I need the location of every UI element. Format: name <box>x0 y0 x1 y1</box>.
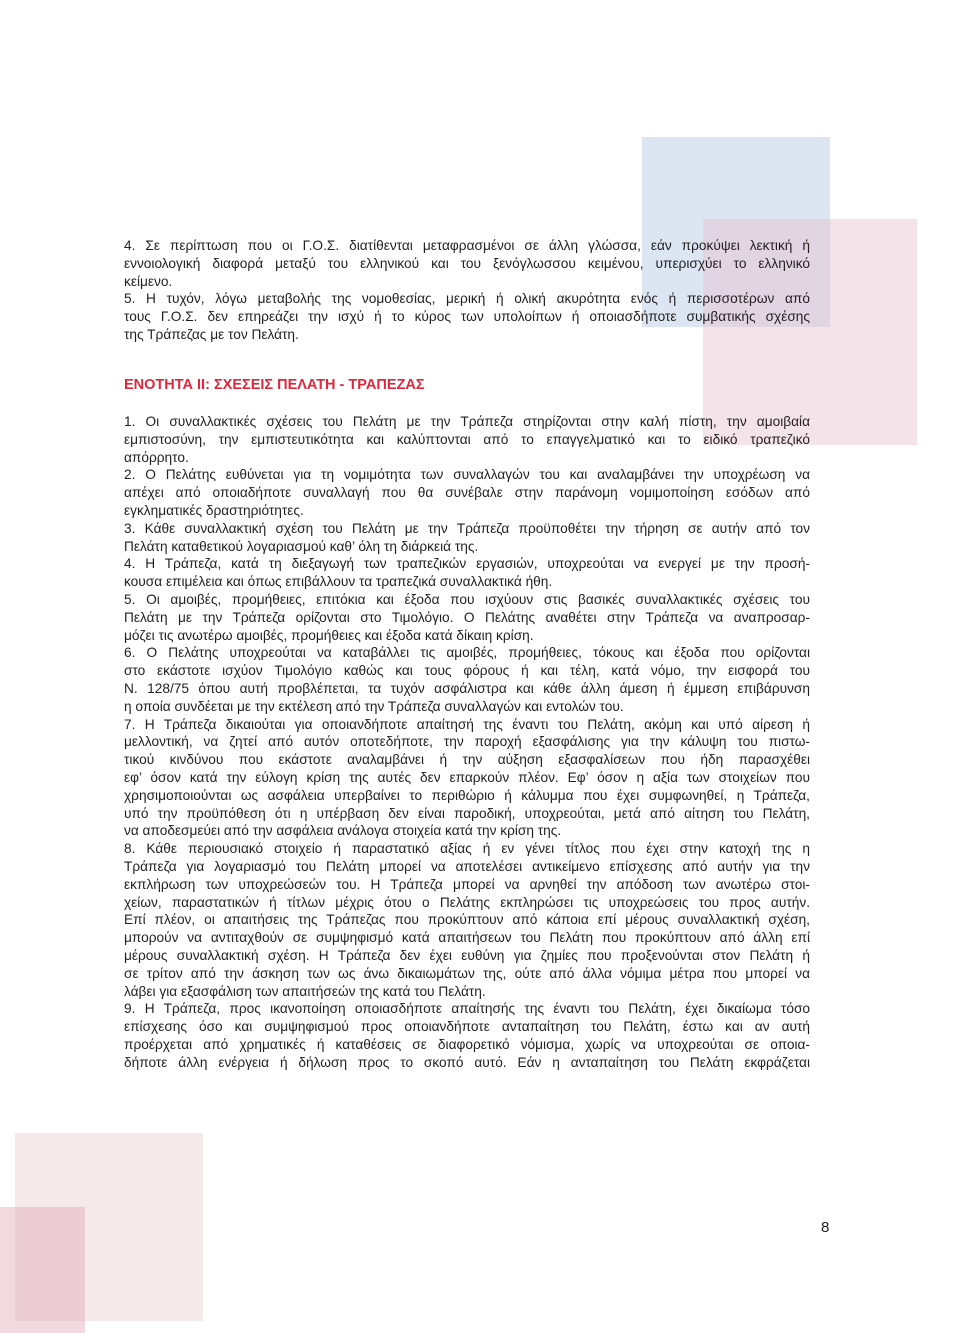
clause-4 <box>124 555 810 591</box>
clause-6 <box>124 644 810 715</box>
text-line: 2. Ο Πελάτης ευθύνεται για τη νομιμότητα των συναλλαγών του και αναλαμβάνει την υποχρέωση να <box>124 467 810 483</box>
text-line: κουσα επιμέλεια και όπως επιβάλλουν τα τραπεζικά συναλλακτικά ήθη. <box>124 574 553 590</box>
text-line: Πελάτη με την Τράπεζα ορίζονται στο Τιμολόγιο. Ο Πελάτης αναθέτει στην Τράπεζα να αναπροσαρ- <box>124 609 810 625</box>
clause-1 <box>124 413 810 466</box>
text-line: Πελάτη καταθετικού λογαριασμού καθ’ όλη τη διάρκειά της. <box>124 538 479 554</box>
clause-7 <box>124 716 810 841</box>
text-line: 4. Η Τράπεζα, κατά τη διεξαγωγή των τραπεζικών εργασιών, υποχρεούται να ενεργεί με την προσή- <box>124 556 810 572</box>
text-line: τους Γ.Ο.Σ. δεν επηρεάζει την ισχύ ή το κύρος των υπολοίπων ή οποιασδήποτε συμβατικής σχέσης <box>124 309 810 325</box>
text-line: εμπιστοσύνη, την εμπιστευτικότητα και καλύπτονται από το επαγγελματικό και το ειδικό τραπεζικό <box>124 431 810 447</box>
text-line: 4. Σε περίπτωση που οι Γ.Ο.Σ. διατίθενται μεταφρασμένοι σε άλλη γλώσσα, εάν προκύψει λεκτική ή <box>124 238 810 253</box>
text-line: μελλοντική, να ζητεί από αυτόν οποτεδήποτε, την παροχή εξασφάλισης για την κάλυψη του πιστω- <box>124 734 810 750</box>
text-line: εννοιολογική διαφορά μεταξύ του ελληνικού και του ξενόγλωσσου κειμένου, υπερισχύει το ελληνικό <box>124 255 810 271</box>
text-line: 5. Οι αμοιβές, προμήθειες, επιτόκια και έξοδα που ισχύουν στις βασικές συναλλακτικές σχέσεις του <box>124 591 810 607</box>
text-line: 8. Κάθε περιουσιακό στοιχείο ή παραστατικό αξίας ή εν γένει τίτλος που έχει στην κατοχή της η <box>124 841 810 857</box>
text-line: μέρους συναλλακτική σχέση. Η Τράπεζα δεν έχει ευθύνη για ζημίες που προξενούνται στον Πελάτη ή <box>124 947 810 963</box>
text-line: λάβει για εξασφάλιση των απαιτήσεών της κατά του Πελάτη. <box>124 983 486 999</box>
text-line: 6. Ο Πελάτης υποχρεούται να καταβάλλει τις αμοιβές, προμήθειες, τόκους και έξοδα που ορίζονται <box>124 645 810 661</box>
text-line: σε τρίτον από την άσκηση των ως άνω δικαιωμάτων της, ούτε από άλλα νόμιμα μέτρα που μπορεί να <box>124 965 810 981</box>
text-line: τικού κινδύνου που εκάστοτε αναλαμβάνει ή την αύξηση εξασφαλίσεων που ήδη παρασχέθει <box>124 752 810 768</box>
text-line: χρησιμοποιούνται ως ασφάλεια υπερβαίνει το περιθώριο ή κάλυμμα που έχει συμφωνηθεί, η Τράπεζα, <box>124 787 810 803</box>
text-line: στο εκάστοτε ισχύον Τιμολόγιο καθώς και τους φόρους ή και τέλη, κατά νόμο, την εισφορά του <box>124 663 810 679</box>
text-line: δήποτε άλλη ενέργεια ή δήλωση προς το σκοπό αυτό. Εάν η ανταπαίτηση του Πελάτη εκφράζεται <box>124 1054 810 1070</box>
clause-3 <box>124 520 810 556</box>
text-line: η οποία συνδέεται με την εκτέλεση από την Τράπεζα συναλλαγών και εντολών του. <box>124 698 624 714</box>
text-line: 7. Η Τράπεζα δικαιούται για οποιανδήποτε απαίτησή της έναντι του Πελάτη, ακόμη και υπό αίρεση ή <box>124 716 810 732</box>
text-line: 3. Κάθε συναλλακτική σχέση του Πελάτη με την Τράπεζα προϋποθέτει την τήρηση σε αυτήν από τον <box>124 520 810 536</box>
text-line: να αποδεσμεύει από την ασφάλεια ανάλογα στοιχεία κατά την κρίση της. <box>124 823 562 839</box>
text-line: εκπλήρωση των υποχρεώσεών του. Η Τράπεζα μπορεί να αρνηθεί την απόδοση των ανωτέρω στοι- <box>124 876 810 892</box>
section-clauses <box>124 413 810 1071</box>
decorative-square-pink-dark <box>0 1207 85 1333</box>
clause-5 <box>124 591 810 644</box>
text-line: της Τράπεζας με τον Πελάτη. <box>124 326 299 342</box>
text-line: απόρρητο. <box>124 449 189 465</box>
text-line: χείων, παραστατικών ή τίτλων μέχρις ότου ο Πελάτης εκπληρώσει τις υποχρεώσεις του προς αυτήν. <box>124 894 810 910</box>
text-line: κείμενο. <box>124 273 173 289</box>
text-line: εγκληματικές δραστηριότητες. <box>124 502 304 518</box>
clause-5-general-terms <box>124 290 810 343</box>
text-line: Επί πλέον, οι απαιτήσεις της Τράπεζας που προκύπτουν από κάποια επί μέρους συναλλακτική σχέση, <box>124 912 810 928</box>
text-line: Ν. 128/75 όπου αυτή προβλέπεται, τα τυχόν ασφάλιστρα και κάθε άλλη άμεση ή έμμεση επιβάρυνση <box>124 680 810 696</box>
page-number: 8 <box>821 1219 830 1236</box>
clause-8 <box>124 840 810 1000</box>
text-line: 5. Η τυχόν, λόγω μεταβολής της νομοθεσίας, μερική ή ολική ακυρότητα ενός ή περισσοτέρων από <box>124 291 810 307</box>
text-line: μόζει τις ανωτέρω αμοιβές, προμήθειες και έξοδα κατά δίκαιη κρίση. <box>124 627 534 643</box>
text-line: υπό την προϋπόθεση ότι η υπέρβαση δεν είναι παροδική, υποχρεούται, μετά από αίτηση του Πελάτη, <box>124 805 810 821</box>
clause-9 <box>124 1000 810 1071</box>
text-line: 9. Η Τράπεζα, προς ικανοποίηση οποιασδήποτε απαίτησής της έναντι του Πελάτη, έχει δικαίωμα τόσο <box>124 1001 810 1017</box>
text-line: εφ’ όσον κατά την εύλογη κρίση της αυτές δεν επαρκούν πλέον. Εφ’ όσον η αξία των στοιχείων που <box>124 769 810 785</box>
intro-clauses <box>124 237 810 344</box>
text-line: επίσχεσης όσο και συμψηφισμού προς οποιανδήποτε ανταπαίτηση του Πελάτη, έστω και αν αυτή <box>124 1019 810 1035</box>
text-line: απέχει από οποιαδήποτε συναλλαγή που θα συνέβαλε στην παράνομη νομιμοποίηση εσόδων από <box>124 485 810 501</box>
section-heading: ΕΝΟΤΗΤΑ ΙΙ: ΣΧΕΣΕΙΣ ΠΕΛΑΤΗ - ΤΡΑΠΕΖΑΣ <box>124 377 425 393</box>
clause-2 <box>124 466 810 519</box>
text-line: προέρχεται από χρηματικές ή καταθέσεις σε διαφορετικό νόμισμα, χωρίς να υποχρεούται σε οποια- <box>124 1036 810 1052</box>
text-line: 1. Οι συναλλακτικές σχέσεις του Πελάτη με την Τράπεζα στηρίζονται στην καλή πίστη, την αμοιβαία <box>124 414 810 429</box>
text-line: μπορούν να αντιταχθούν σε συμψηφισμό κατά απαιτήσεων του Πελάτη που προκύπτουν από άλλη επί <box>124 930 810 946</box>
text-line: Τράπεζα για λογαριασμό του Πελάτη μπορεί να αποτελέσει αντικείμενο επίσχεσης από αυτήν για την <box>124 858 810 874</box>
clause-4-general-terms <box>124 237 810 290</box>
